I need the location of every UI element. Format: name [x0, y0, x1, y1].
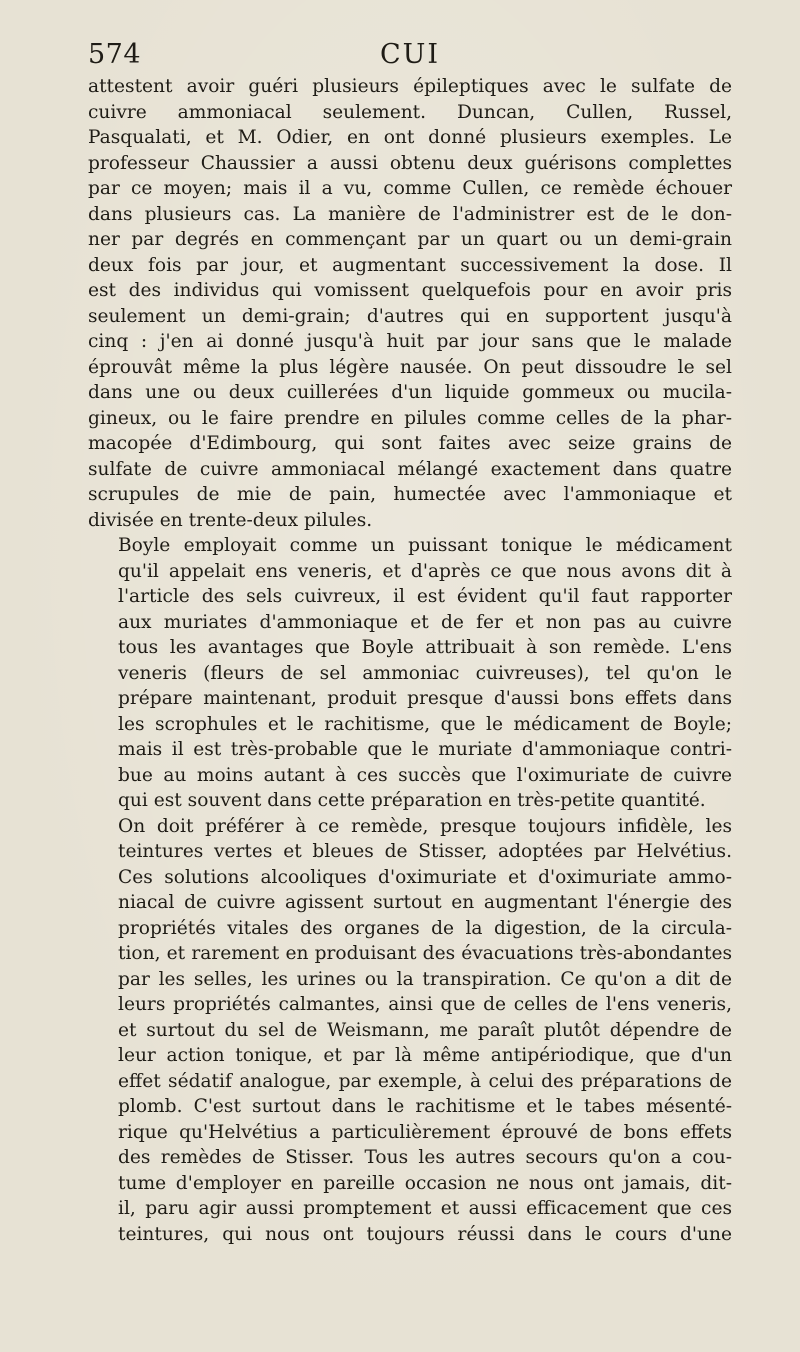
- text-line: propriétés vitales des organes de la digestion, de la circula-: [118, 917, 732, 939]
- text-line: leur action tonique, et par là même antipériodique, que d'un: [118, 1045, 732, 1066]
- body-text: [88, 74, 732, 1247]
- text-line: ner par degrés en commençant par un quart ou un demi-grain: [88, 229, 732, 250]
- text-line: Pasqualati, et M. Odier, en ont donné plusieurs exemples. Le: [88, 127, 732, 148]
- text-line: professeur Chaussier a aussi obtenu deux guérisons complettes: [88, 152, 732, 174]
- page-header: [88, 36, 732, 74]
- text-line: scrupules de mie de pain, humectée avec l'ammoniaque et: [88, 484, 732, 505]
- text-line: sulfate de cuivre ammoniacal mélangé exactement dans quatre: [88, 458, 732, 480]
- text-line: les scrophules et le rachitisme, que le médicament de Boyle;: [118, 713, 732, 735]
- text-line: cuivre ammoniacal seulement. Duncan, Cullen, Russel,: [88, 101, 732, 123]
- text-line: dans plusieurs cas. La manière de l'administrer est de le don-: [88, 203, 732, 225]
- text-line: Ces solutions alcooliques d'oximuriate et d'oximuriate ammo-: [118, 866, 732, 888]
- text-line: qui est souvent dans cette préparation en très-petite quantité.: [118, 790, 706, 811]
- text-line: et surtout du sel de Weismann, me paraît plutôt dépendre de: [118, 1019, 732, 1041]
- text-line: seulement un demi-grain; d'autres qui en supportent jusqu'à: [88, 305, 732, 327]
- text-line: par les selles, les urines ou la transpiration. Ce qu'on a dit de: [118, 968, 732, 990]
- text-line: qu'il appelait ens veneris, et d'après ce que nous avons dit à: [118, 560, 732, 582]
- text-line: niacal de cuivre agissent surtout en augmentant l'énergie des: [118, 892, 732, 913]
- text-line: mais il est très-probable que le muriate d'ammoniaque contri-: [118, 739, 732, 760]
- text-line: des remèdes de Stisser. Tous les autres secours qu'on a cou-: [118, 1147, 732, 1168]
- text-line: tous les avantages que Boyle attribuait à son remède. L'ens: [118, 637, 732, 658]
- text-line: veneris (fleurs de sel ammoniac cuivreuses), tel qu'on le: [118, 662, 732, 684]
- text-line: aux muriates d'ammoniaque et de fer et non pas au cuivre: [118, 611, 732, 633]
- text-line: deux fois par jour, et augmentant successivement la dose. Il: [88, 254, 732, 276]
- text-line: tion, et rarement en produisant des évacuations très-abondantes: [118, 943, 732, 964]
- paragraph-1: [88, 74, 732, 533]
- text-line: bue au moins autant à ces succès que l'oximuriate de cuivre: [118, 764, 732, 786]
- text-line: par ce moyen; mais il a vu, comme Cullen, ce remède échouer: [88, 178, 732, 199]
- text-line: Boyle employait comme un puissant tonique le médicament: [118, 535, 732, 556]
- text-line: l'article des sels cuivreux, il est évident qu'il faut rapporter: [118, 586, 732, 607]
- text-line: prépare maintenant, produit presque d'aussi bons effets dans: [118, 688, 732, 709]
- text-line: effet sédatif analogue, par exemple, à celui des préparations de: [118, 1070, 732, 1092]
- text-line: attestent avoir guéri plusieurs épileptiques avec le sulfate de: [88, 76, 732, 97]
- text-line: teintures vertes et bleues de Stisser, adoptées par Helvétius.: [118, 841, 732, 862]
- text-line: gineux, ou le faire prendre en pilules comme celles de la phar-: [88, 407, 732, 429]
- text-line: teintures, qui nous ont toujours réussi dans le cours d'une: [118, 1223, 732, 1245]
- text-line: éprouvât même la plus légère nausée. On peut dissoudre le sel: [88, 356, 732, 378]
- text-line: il, paru agir aussi promptement et aussi efficacement que ces: [118, 1198, 732, 1219]
- text-line: rique qu'Helvétius a particulièrement éprouvé de bons effets: [118, 1121, 732, 1143]
- text-line: On doit préférer à ce remède, presque toujours infidèle, les: [118, 815, 732, 837]
- text-line: dans une ou deux cuillerées d'un liquide gommeux ou mucila-: [88, 382, 732, 403]
- page-number: 574: [88, 39, 142, 70]
- paragraph-2: [88, 533, 732, 814]
- running-head: CUI: [379, 39, 441, 70]
- text-line: leurs propriétés calmantes, ainsi que de celles de l'ens veneris,: [118, 994, 732, 1015]
- text-line: plomb. C'est surtout dans le rachitisme et le tabes mésenté-: [118, 1096, 732, 1117]
- text-line: macopée d'Edimbourg, qui sont faites avec seize grains de: [88, 433, 732, 454]
- paragraph-3: [88, 814, 732, 1248]
- text-line: tume d'employer en pareille occasion ne nous ont jamais, dit-: [118, 1172, 732, 1194]
- text-line: divisée en trente-deux pilules.: [88, 509, 373, 531]
- text-line: cinq : j'en ai donné jusqu'à huit par jour sans que le malade: [88, 331, 732, 352]
- text-line: est des individus qui vomissent quelquefois pour en avoir pris: [88, 280, 732, 301]
